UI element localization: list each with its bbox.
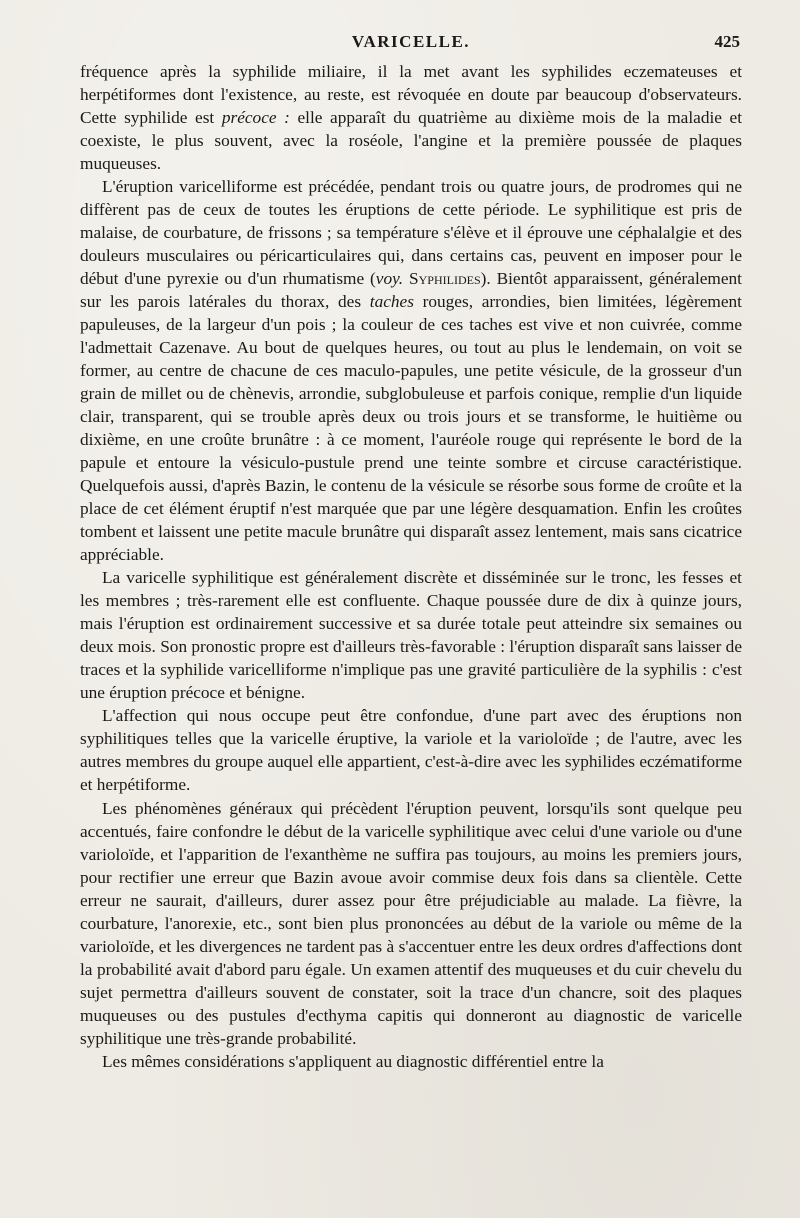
paragraph [80, 797, 742, 1050]
text-run: elle apparaît du quatrième au dixième mois de la maladie et coexiste, le plus souvent, avec la roséole, l'angine et la première poussée de plaques muqueuses. [80, 108, 742, 174]
paragraph [80, 175, 742, 566]
small-caps-text: Syphilides [409, 269, 481, 289]
text-run: fréquence après la syphilide miliaire, il la met avant les syphilides eczemateuses et herpétiformes dont l'existence, au reste, est révoquée en doute par beaucoup d'observateurs. Cette syphilide est [80, 62, 742, 128]
paragraph [80, 566, 742, 704]
paragraph [80, 1050, 742, 1073]
text-run: ). Bientôt apparaissent, généralement sur les parois latérales du thorax, des [80, 269, 742, 312]
italic-text: précoce : [221, 108, 290, 128]
text-run: La varicelle syphilitique est généralement discrète et disséminée sur le tronc, les fesses et les membres ; très-rarement elle est confluente. Chaque poussée dure de dix à quinze jours, mais l'éruption est ordinairement successive et sa durée totale peut atteindre six semaines ou deux mois. Son pronostic propre est d'ailleurs très-favorable : l'éruption disparaît sans laisser de traces et la syphilide varicelliforme n'implique pas une gravité particulière de la syphilis : c'est une éruption précoce et bénigne. [80, 568, 742, 703]
paragraph [80, 60, 742, 175]
paragraph [80, 704, 742, 796]
text-run: L'éruption varicelliforme est précédée, pendant trois ou quatre jours, de prodromes qui ne diffèrent pas de ceux de toutes les éruptions de cette période. Le syphilitique est pris de malaise, de courbature, de frissons ; sa température s'élève et il éprouve une céphalalgie et des douleurs musculaires ou péricarticulaires qui, dans certains cas, peuvent en imposer pour le début d'une pyrexie ou d'un rhumatisme ( [80, 177, 742, 289]
page-number: 425 [714, 32, 740, 51]
text-run: Les phénomènes généraux qui précèdent l'éruption peuvent, lorsqu'ils sont quelque peu accentués, faire confondre le début de la varicelle syphilitique avec celui d'une variole ou d'une varioloïde, et l'apparition de l'exanthème ne suffira pas toujours, au moins les premiers jours, pour rectifier une erreur que Bazin avoue avoir commise deux fois dans sa clientèle. Cette erreur ne saurait, d'ailleurs, durer assez pour être préjudiciable au malade. La fièvre, la courbature, l'anorexie, etc., sont bien plus prononcées au début de la variole ou même de la varioloïde, et les divergences ne tardent pas à s'accentuer entre les deux ordres d'affections dont la probabilité avait d'abord paru égale. Un examen attentif des muqueuses et du cuir chevelu du sujet permettra d'ailleurs souvent de constater, soit la trace d'un chancre, soit des plaques muqueuses ou des pustules d'ecthyma capitis qui donneront au diagnostic de varicelle syphilitique une très-grande probabilité. [80, 798, 742, 1048]
body-text [80, 60, 742, 1073]
page-header [82, 30, 740, 56]
text-run: rouges, arrondies, bien limitées, légèrement papuleuses, de la largeur d'un pois ; la couleur de ces taches est vive et non cuivrée, comme l'admettait Cazenave. Au bout de quelques heures, ou tout au plus le lendemain, on voit se former, au centre de chacune de ces maculo-papules, une petite vésicule, de la grosseur d'un grain de millet ou de chènevis, arrondie, subglobuleuse et parfois conique, remplie d'un liquide clair, transparent, qui se trouble après deux ou trois jours et se transforme, le huitième ou dixième, en une croûte brunâtre : à ce moment, l'auréole rouge qui représente le bord de la papule et entoure la vésiculo-pustule prend une teinte sombre et circuse caractéristique. Quelquefois aussi, d'après Bazin, le contenu de la vésicule se résorbe sous forme de croûte et la place de cet élément éruptif n'est marquée que par une légère desquamation. Enfin les croûtes tombent et laissent une petite macule brunâtre qui disparaît assez lentement, mais sans cicatrice appréciable. [80, 292, 742, 565]
italic-text: voy. [375, 269, 404, 289]
running-title: VARICELLE. [351, 32, 471, 51]
italic-text: taches [369, 292, 414, 312]
text-run: Les mêmes considérations s'appliquent au diagnostic différentiel entre la [102, 1051, 604, 1071]
text-run: L'affection qui nous occupe peut être confondue, d'une part avec des éruptions non syphilitiques telles que la varicelle éruptive, la variole et la varioloïde ; de l'autre, avec les autres membres du groupe auquel elle appartient, c'est-à-dire avec les syphilides eczématiforme et herpétiforme. [80, 706, 742, 795]
